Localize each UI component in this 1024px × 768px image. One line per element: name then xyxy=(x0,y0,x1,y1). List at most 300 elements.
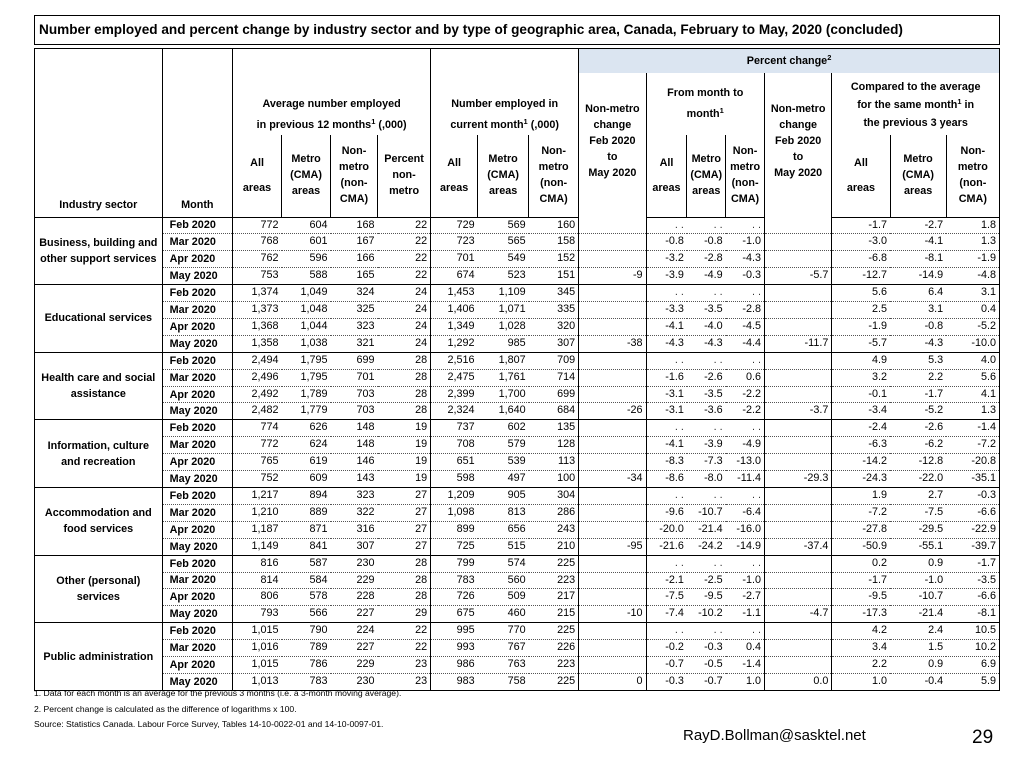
table-row xyxy=(35,268,1000,285)
data-cell: 4.0 xyxy=(946,352,999,369)
data-cell: -3.1 xyxy=(646,386,687,403)
data-cell: -0.7 xyxy=(646,657,687,674)
data-cell xyxy=(764,437,831,454)
data-cell: 2,475 xyxy=(431,369,478,386)
data-cell xyxy=(579,285,646,302)
data-cell: -10 xyxy=(579,606,646,623)
data-cell: 24 xyxy=(378,335,431,352)
data-cell xyxy=(579,437,646,454)
data-cell: 539 xyxy=(478,454,529,471)
data-cell: -1.7 xyxy=(890,386,946,403)
col-pct-nm-2: non- xyxy=(392,169,416,182)
data-cell: 786 xyxy=(282,657,331,674)
data-cell: -0.5 xyxy=(687,657,726,674)
compared-line2 xyxy=(835,99,996,112)
data-cell: 22 xyxy=(378,234,431,251)
data-cell: 2.5 xyxy=(832,302,890,319)
data-cell: -4.3 xyxy=(646,335,687,352)
header-avg-employed xyxy=(233,49,431,136)
month-label: Feb 2020 xyxy=(162,488,232,505)
table-row xyxy=(35,640,1000,657)
data-cell: -2.2 xyxy=(726,386,765,403)
col-cmp-all xyxy=(832,135,890,217)
table-row xyxy=(35,369,1000,386)
data-cell: 5.3 xyxy=(890,352,946,369)
data-cell: -29.5 xyxy=(890,521,946,538)
data-cell: -1.7 xyxy=(946,555,999,572)
data-cell: 307 xyxy=(529,335,579,352)
col-mom-nm-4: CMA) xyxy=(730,193,760,206)
data-cell: 598 xyxy=(431,471,478,488)
data-cell: 714 xyxy=(529,369,579,386)
data-cell: 1,406 xyxy=(431,302,478,319)
data-cell: 684 xyxy=(529,403,579,420)
data-cell: -4.1 xyxy=(646,437,687,454)
data-cell: . . xyxy=(726,555,765,572)
data-cell: 151 xyxy=(529,268,579,285)
data-cell: -4.3 xyxy=(890,335,946,352)
col-avg-all-1: All xyxy=(250,156,264,169)
data-cell: -3.4 xyxy=(832,403,890,420)
data-cell xyxy=(579,318,646,335)
data-cell: 148 xyxy=(331,437,378,454)
data-cell: -6.6 xyxy=(946,504,999,521)
data-cell: -3.3 xyxy=(646,302,687,319)
data-cell xyxy=(579,217,646,234)
data-cell: 316 xyxy=(331,521,378,538)
sector-name: Public administration xyxy=(35,623,163,691)
data-cell: -7.5 xyxy=(646,589,687,606)
data-cell xyxy=(764,217,831,234)
data-cell: 24 xyxy=(378,318,431,335)
data-cell: -2.6 xyxy=(890,420,946,437)
col-cur-nonmetro xyxy=(529,135,579,217)
col-avg-metro xyxy=(282,135,331,217)
data-cell: 4.1 xyxy=(946,386,999,403)
data-cell: -0.8 xyxy=(687,234,726,251)
data-cell: -16.0 xyxy=(726,521,765,538)
data-cell: -14.9 xyxy=(890,268,946,285)
data-cell: . . xyxy=(726,488,765,505)
data-cell: 1,349 xyxy=(431,318,478,335)
data-cell: 579 xyxy=(478,437,529,454)
data-cell: 578 xyxy=(282,589,331,606)
data-cell: 1.3 xyxy=(946,234,999,251)
data-cell: 6.4 xyxy=(890,285,946,302)
table-row xyxy=(35,572,1000,589)
data-cell: 230 xyxy=(331,673,378,690)
data-cell: 1,149 xyxy=(233,538,282,555)
data-cell: -2.1 xyxy=(646,572,687,589)
data-cell xyxy=(764,589,831,606)
cur-line-2-text: current month xyxy=(450,119,524,131)
data-cell: -0.2 xyxy=(646,640,687,657)
table-row xyxy=(35,504,1000,521)
avg-line-2-unit: (,000) xyxy=(378,119,407,131)
data-cell: 753 xyxy=(233,268,282,285)
data-cell: -14.2 xyxy=(832,454,890,471)
data-cell: -4.5 xyxy=(726,318,765,335)
col-cmp-metro-2: (CMA) xyxy=(902,169,934,182)
data-cell: -1.6 xyxy=(646,369,687,386)
data-cell: 2.2 xyxy=(832,657,890,674)
data-cell xyxy=(579,623,646,640)
month-label: Feb 2020 xyxy=(162,217,232,234)
data-cell: 28 xyxy=(378,369,431,386)
data-cell: 758 xyxy=(478,673,529,690)
col-avg-all-2: areas xyxy=(242,181,272,194)
month-label: Apr 2020 xyxy=(162,454,232,471)
data-cell: -11.4 xyxy=(726,471,765,488)
data-cell xyxy=(579,657,646,674)
col-cur-metro-1: Metro xyxy=(488,153,518,166)
cur-line-1: Number employed in xyxy=(451,98,559,110)
data-cell: 1,789 xyxy=(282,386,331,403)
table-row xyxy=(35,420,1000,437)
data-cell: -0.8 xyxy=(646,234,687,251)
data-cell: -4.3 xyxy=(687,335,726,352)
data-cell: 574 xyxy=(478,555,529,572)
data-cell: -0.3 xyxy=(946,488,999,505)
data-cell: -1.0 xyxy=(726,572,765,589)
data-cell: -4.1 xyxy=(646,318,687,335)
data-cell: 230 xyxy=(331,555,378,572)
data-cell xyxy=(764,318,831,335)
data-cell: -37.4 xyxy=(764,538,831,555)
data-cell: 4.2 xyxy=(832,623,890,640)
data-cell: 651 xyxy=(431,454,478,471)
data-cell: 307 xyxy=(331,538,378,555)
data-cell: -39.7 xyxy=(946,538,999,555)
sector-name: Accommodation and food services xyxy=(35,488,163,556)
data-cell: 770 xyxy=(478,623,529,640)
data-cell: -6.4 xyxy=(726,504,765,521)
col-mom-all-2: areas xyxy=(652,181,681,194)
data-cell xyxy=(579,589,646,606)
table-row xyxy=(35,589,1000,606)
data-cell: 160 xyxy=(529,217,579,234)
data-cell: -1.0 xyxy=(890,572,946,589)
table-row xyxy=(35,471,1000,488)
table-row xyxy=(35,302,1000,319)
data-cell: -2.4 xyxy=(832,420,890,437)
data-cell: -34 xyxy=(579,471,646,488)
data-cell: 790 xyxy=(282,623,331,640)
header-current-employed xyxy=(431,49,579,136)
data-cell: 656 xyxy=(478,521,529,538)
data-cell: 626 xyxy=(282,420,331,437)
data-cell: 4.9 xyxy=(832,352,890,369)
data-cell: 243 xyxy=(529,521,579,538)
data-cell xyxy=(579,352,646,369)
data-cell: 565 xyxy=(478,234,529,251)
data-cell: -7.3 xyxy=(687,454,726,471)
col-mom-metro-1: Metro xyxy=(691,153,721,166)
data-cell: 0.2 xyxy=(832,555,890,572)
col-cur-nm-4: CMA) xyxy=(539,193,568,206)
data-cell: 10.5 xyxy=(946,623,999,640)
data-cell: 224 xyxy=(331,623,378,640)
data-cell: -2.7 xyxy=(890,217,946,234)
data-cell: 814 xyxy=(233,572,282,589)
data-cell: 772 xyxy=(233,217,282,234)
data-cell: -3.9 xyxy=(687,437,726,454)
from-month-line2 xyxy=(650,107,761,122)
data-cell: 148 xyxy=(331,420,378,437)
data-cell xyxy=(764,302,831,319)
data-cell: 3.2 xyxy=(832,369,890,386)
data-cell: 905 xyxy=(478,488,529,505)
data-cell: 22 xyxy=(378,268,431,285)
table-row xyxy=(35,285,1000,302)
data-cell: -4.8 xyxy=(946,268,999,285)
data-cell: 27 xyxy=(378,521,431,538)
data-cell: 22 xyxy=(378,251,431,268)
month-label: May 2020 xyxy=(162,471,232,488)
data-cell: 1.9 xyxy=(832,488,890,505)
data-cell: . . xyxy=(646,285,687,302)
data-cell: 1,044 xyxy=(282,318,331,335)
sector-name: Other (personal) services xyxy=(35,555,163,623)
data-cell: 3.4 xyxy=(832,640,890,657)
data-cell: 228 xyxy=(331,589,378,606)
data-cell: . . xyxy=(646,488,687,505)
data-cell: 701 xyxy=(431,251,478,268)
data-cell: -10.7 xyxy=(687,504,726,521)
data-cell: 726 xyxy=(431,589,478,606)
data-cell: 2,496 xyxy=(233,369,282,386)
table-row xyxy=(35,538,1000,555)
month-label: Mar 2020 xyxy=(162,437,232,454)
data-cell: -11.7 xyxy=(764,335,831,352)
data-cell: 5.6 xyxy=(946,369,999,386)
col-mom-metro-3: areas xyxy=(692,185,721,198)
data-cell xyxy=(579,234,646,251)
month-label: May 2020 xyxy=(162,538,232,555)
data-cell: 1,016 xyxy=(233,640,282,657)
header-month: Month xyxy=(162,49,232,218)
data-cell: 27 xyxy=(378,488,431,505)
table-header xyxy=(35,49,1000,218)
data-cell: 1,015 xyxy=(233,657,282,674)
month-label: Mar 2020 xyxy=(162,234,232,251)
data-cell: 763 xyxy=(478,657,529,674)
data-cell: -8.3 xyxy=(646,454,687,471)
data-cell: 167 xyxy=(331,234,378,251)
data-cell xyxy=(764,251,831,268)
col-avg-all xyxy=(233,135,282,217)
col-cmp-metro-1: Metro xyxy=(903,153,933,166)
month-label: Mar 2020 xyxy=(162,369,232,386)
data-cell: 229 xyxy=(331,572,378,589)
table-row xyxy=(35,657,1000,674)
data-cell: 602 xyxy=(478,420,529,437)
data-cell: 703 xyxy=(331,386,378,403)
data-cell: -5.2 xyxy=(890,403,946,420)
month-label: Mar 2020 xyxy=(162,302,232,319)
data-cell: 28 xyxy=(378,403,431,420)
month-label: May 2020 xyxy=(162,403,232,420)
data-cell: 2,324 xyxy=(431,403,478,420)
data-cell: -3.5 xyxy=(687,302,726,319)
data-cell: -4.3 xyxy=(726,251,765,268)
data-cell: 737 xyxy=(431,420,478,437)
data-cell: 217 xyxy=(529,589,579,606)
data-cell: 19 xyxy=(378,420,431,437)
data-cell: -12.7 xyxy=(832,268,890,285)
data-cell: 816 xyxy=(233,555,282,572)
data-cell: -0.7 xyxy=(687,673,726,690)
data-cell: 3.1 xyxy=(946,285,999,302)
data-cell: . . xyxy=(687,555,726,572)
avg-line-1: Average number employed xyxy=(262,98,401,110)
month-label: Apr 2020 xyxy=(162,521,232,538)
data-cell xyxy=(764,555,831,572)
data-cell: -4.7 xyxy=(764,606,831,623)
data-cell: . . xyxy=(687,285,726,302)
data-cell: 993 xyxy=(431,640,478,657)
percent-change-text: Percent change xyxy=(746,55,828,67)
col-pct-nm-1: Percent xyxy=(384,153,424,166)
data-cell: -5.7 xyxy=(764,268,831,285)
col-avg-nm-4: CMA) xyxy=(339,193,369,206)
data-cell: 168 xyxy=(331,217,378,234)
data-cell: 1,453 xyxy=(431,285,478,302)
data-cell: 1,209 xyxy=(431,488,478,505)
data-cell: 723 xyxy=(431,234,478,251)
footnote-2: 2. Percent change is calculated as the difference of logarithms x 100. xyxy=(34,703,297,714)
data-cell: 1,028 xyxy=(478,318,529,335)
data-cell: 0.9 xyxy=(890,657,946,674)
nmc1-line1: Non-metro xyxy=(585,103,640,115)
table-body xyxy=(35,217,1000,690)
month-label: May 2020 xyxy=(162,335,232,352)
data-cell: -2.7 xyxy=(726,589,765,606)
month-label: Apr 2020 xyxy=(162,589,232,606)
month-label: Feb 2020 xyxy=(162,555,232,572)
data-cell xyxy=(764,285,831,302)
data-cell: . . xyxy=(646,420,687,437)
col-avg-nm-1: Non- xyxy=(341,145,367,158)
data-cell xyxy=(579,386,646,403)
data-cell: 584 xyxy=(282,572,331,589)
data-cell: -2.6 xyxy=(687,369,726,386)
month-label: Mar 2020 xyxy=(162,504,232,521)
footnote-ref-1d: 1 xyxy=(957,97,962,106)
data-cell: -24.2 xyxy=(687,538,726,555)
month-label: Mar 2020 xyxy=(162,572,232,589)
data-cell: 899 xyxy=(431,521,478,538)
data-cell: 100 xyxy=(529,471,579,488)
data-cell: 1.8 xyxy=(946,217,999,234)
data-cell: . . xyxy=(726,352,765,369)
data-cell: 624 xyxy=(282,437,331,454)
data-cell: . . xyxy=(687,352,726,369)
col-cur-metro-3: areas xyxy=(488,185,518,198)
data-cell: -0.1 xyxy=(832,386,890,403)
data-cell: 995 xyxy=(431,623,478,640)
data-cell: 1,071 xyxy=(478,302,529,319)
table-row xyxy=(35,217,1000,234)
col-percent-nonmetro xyxy=(378,135,431,217)
data-cell: 165 xyxy=(331,268,378,285)
data-cell: -2.2 xyxy=(726,403,765,420)
data-cell: 28 xyxy=(378,572,431,589)
data-cell xyxy=(579,302,646,319)
data-cell: 226 xyxy=(529,640,579,657)
col-mom-metro-2: (CMA) xyxy=(690,169,723,182)
data-cell: 1,795 xyxy=(282,369,331,386)
sector-name: Educational services xyxy=(35,285,163,353)
data-cell: 985 xyxy=(478,335,529,352)
table-row xyxy=(35,454,1000,471)
data-cell: 158 xyxy=(529,234,579,251)
compared-text: for the same month xyxy=(857,99,958,111)
data-cell: -8.1 xyxy=(946,606,999,623)
data-cell: -3.0 xyxy=(832,234,890,251)
data-cell: 143 xyxy=(331,471,378,488)
col-avg-nonmetro xyxy=(331,135,378,217)
data-cell: . . xyxy=(646,555,687,572)
from-month-line1: From month to xyxy=(667,87,744,99)
data-cell: 1,368 xyxy=(233,318,282,335)
data-cell: 767 xyxy=(478,640,529,657)
data-cell: 5.6 xyxy=(832,285,890,302)
col-mom-all xyxy=(646,135,687,217)
data-cell xyxy=(764,623,831,640)
data-cell: 497 xyxy=(478,471,529,488)
data-cell: -22.9 xyxy=(946,521,999,538)
col-avg-metro-3: areas xyxy=(291,185,321,198)
data-cell: 29 xyxy=(378,606,431,623)
data-cell: 699 xyxy=(331,352,378,369)
avg-line-2-text: in previous 12 months xyxy=(256,119,372,131)
data-cell: -4.0 xyxy=(687,318,726,335)
col-cmp-nm-1: Non- xyxy=(960,145,986,158)
data-cell: -50.9 xyxy=(832,538,890,555)
data-cell: -38 xyxy=(579,335,646,352)
table-row xyxy=(35,234,1000,251)
table-row xyxy=(35,606,1000,623)
data-cell xyxy=(764,369,831,386)
data-cell: 113 xyxy=(529,454,579,471)
data-cell: -3.6 xyxy=(687,403,726,420)
data-cell: -21.4 xyxy=(890,606,946,623)
data-cell: 128 xyxy=(529,437,579,454)
data-cell xyxy=(764,386,831,403)
data-cell: 28 xyxy=(378,386,431,403)
month-label: Feb 2020 xyxy=(162,285,232,302)
data-cell xyxy=(579,521,646,538)
data-cell: 215 xyxy=(529,606,579,623)
source-note: Source: Statistics Canada. Labour Force Survey, Tables 14-10-0022-01 and 14-10-0097-01. xyxy=(34,719,384,730)
col-mom-all-1: All xyxy=(659,156,674,169)
data-cell: -10.2 xyxy=(687,606,726,623)
col-avg-metro-1: Metro xyxy=(291,153,321,166)
data-cell: 774 xyxy=(233,420,282,437)
data-cell: 752 xyxy=(233,471,282,488)
data-cell: 3.1 xyxy=(890,302,946,319)
data-cell: -1.9 xyxy=(832,318,890,335)
col-cmp-metro-3: areas xyxy=(903,185,933,198)
data-cell: -5.2 xyxy=(946,318,999,335)
data-cell: -7.5 xyxy=(890,504,946,521)
data-cell: -7.2 xyxy=(832,504,890,521)
col-avg-metro-2: (CMA) xyxy=(290,169,322,182)
data-cell: . . xyxy=(726,623,765,640)
data-cell: . . xyxy=(726,217,765,234)
header-industry-sector: Industry sector xyxy=(35,49,163,218)
